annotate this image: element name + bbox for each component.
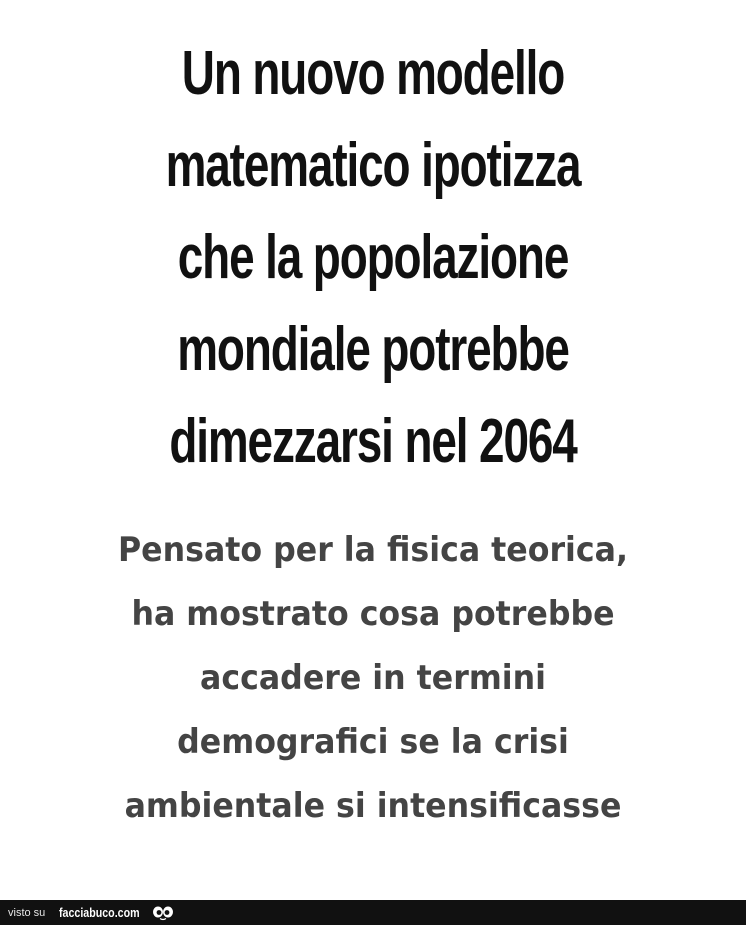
headline-line: che la popolazione (177, 223, 569, 292)
subtitle (0, 518, 746, 838)
headline-line: dimezzarsi nel 2064 (169, 407, 577, 476)
watermark-site-link[interactable]: facciabuco.com (59, 905, 140, 920)
headline (0, 28, 746, 488)
subtitle-line: demografici se la crisi (177, 722, 569, 762)
headline-line: Un nuovo modello (181, 39, 565, 108)
eyes-icon (152, 905, 174, 921)
watermark-prefix: visto su (8, 906, 46, 919)
headline-line: mondiale potrebbe (177, 315, 569, 384)
headline-line: matematico ipotizza (165, 131, 581, 200)
subtitle-line: accadere in termini (200, 658, 546, 698)
subtitle-line: Pensato per la fisica teorica, (117, 530, 628, 570)
subtitle-line: ha mostrato cosa potrebbe (131, 594, 615, 634)
watermark-bar (0, 900, 746, 925)
subtitle-line: ambientale si intensificasse (124, 786, 622, 826)
